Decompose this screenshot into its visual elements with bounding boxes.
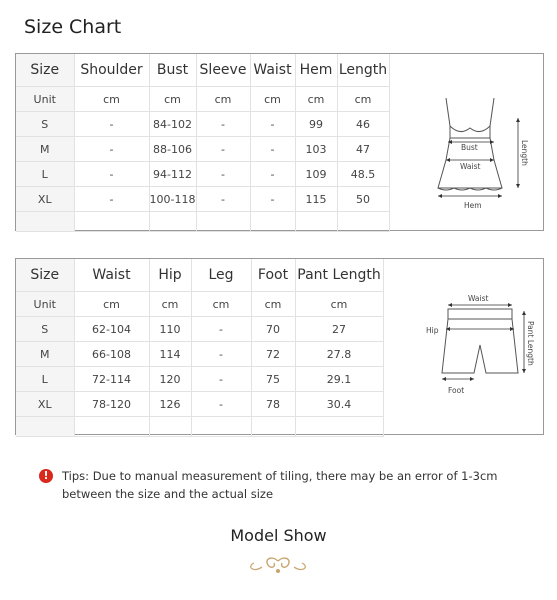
tips-label: Tips: (62, 469, 90, 483)
header-cell: Hip (149, 259, 191, 292)
tips-note (62, 467, 522, 503)
table-cell: 78 (251, 392, 295, 417)
camisole-diagram (424, 88, 544, 218)
table-cell: 29.1 (295, 367, 383, 392)
table-cell: - (250, 187, 295, 212)
exclamation-icon: ! (39, 469, 53, 483)
table-cell: - (196, 137, 250, 162)
table-cell: L (16, 367, 74, 392)
table-cell: - (196, 112, 250, 137)
table-cell: 48.5 (337, 162, 389, 187)
pant-length-label: Pant Length (526, 321, 535, 366)
bust-label: Bust (461, 143, 478, 152)
table-cell: cm (251, 292, 295, 317)
table-cell: 94-112 (149, 162, 196, 187)
table-cell: 27 (295, 317, 383, 342)
table-cell: 72 (251, 342, 295, 367)
table-cell: 78-120 (74, 392, 149, 417)
length-label: Length (520, 140, 529, 166)
waist-label: Waist (468, 294, 489, 303)
table-cell: - (250, 162, 295, 187)
table-row (16, 87, 389, 112)
table-cell: Unit (16, 292, 74, 317)
table-cell: 30.4 (295, 392, 383, 417)
table-row (16, 162, 389, 187)
hem-label: Hem (464, 201, 482, 210)
ornament-divider (50, 553, 507, 583)
bottom-size-panel (15, 258, 544, 435)
table-cell: - (74, 137, 149, 162)
table-row (16, 417, 383, 437)
foot-label: Foot (448, 386, 465, 395)
top-size-panel (15, 53, 544, 231)
table-row (16, 367, 383, 392)
table-cell: - (191, 392, 251, 417)
table-cell: - (250, 112, 295, 137)
table-cell: 110 (149, 317, 191, 342)
table-cell: cm (149, 292, 191, 317)
table-cell: - (74, 187, 149, 212)
header-cell: Waist (74, 259, 149, 292)
table-cell: 75 (251, 367, 295, 392)
table-cell: 100-118 (149, 187, 196, 212)
table-row (16, 342, 383, 367)
top-size-table (16, 54, 390, 232)
table-cell: - (250, 137, 295, 162)
table-row (16, 292, 383, 317)
table-cell: S (16, 112, 74, 137)
table-cell: - (191, 367, 251, 392)
table-cell: 70 (251, 317, 295, 342)
header-cell: Shoulder (74, 54, 149, 87)
table-row (16, 212, 389, 232)
table-cell: 126 (149, 392, 191, 417)
header-cell: Waist (250, 54, 295, 87)
header-cell: Sleeve (196, 54, 250, 87)
table-cell: S (16, 317, 74, 342)
header-cell: Size (16, 259, 74, 292)
table-cell: XL (16, 392, 74, 417)
table-cell: Unit (16, 87, 74, 112)
table-cell: XL (16, 187, 74, 212)
model-show-title: Model Show (230, 526, 327, 545)
table-cell: 62-104 (74, 317, 149, 342)
table-cell: cm (295, 292, 383, 317)
table-cell: cm (191, 292, 251, 317)
table-cell: 47 (337, 137, 389, 162)
table-cell: cm (250, 87, 295, 112)
header-cell: Hem (295, 54, 337, 87)
table-row (16, 317, 383, 342)
table-cell: cm (149, 87, 196, 112)
table-cell: 103 (295, 137, 337, 162)
table-cell: 115 (295, 187, 337, 212)
table-cell: 114 (149, 342, 191, 367)
table-cell: 99 (295, 112, 337, 137)
header-cell: Size (16, 54, 74, 87)
header-cell: Length (337, 54, 389, 87)
table-cell: 72-114 (74, 367, 149, 392)
table-cell: cm (74, 292, 149, 317)
table-cell: 120 (149, 367, 191, 392)
table-row (16, 392, 383, 417)
table-cell: cm (74, 87, 149, 112)
table-cell: M (16, 137, 74, 162)
table-cell: - (191, 317, 251, 342)
table-cell: - (196, 162, 250, 187)
table-cell: 88-106 (149, 137, 196, 162)
tips-text: Due to manual measurement of tiling, there may be an error of 1-3cm between the size and the actual size (62, 469, 498, 501)
table-cell: - (74, 112, 149, 137)
table-row (16, 187, 389, 212)
shorts-diagram (426, 293, 538, 403)
header-cell: Foot (251, 259, 295, 292)
table-cell: - (196, 187, 250, 212)
waist-label: Waist (460, 162, 481, 171)
table-cell: L (16, 162, 74, 187)
header-cell: Leg (191, 259, 251, 292)
hip-label: Hip (426, 326, 439, 335)
table-cell: 50 (337, 187, 389, 212)
table-cell: cm (295, 87, 337, 112)
header-cell: Pant Length (295, 259, 383, 292)
table-cell: - (74, 162, 149, 187)
table-row (16, 137, 389, 162)
table-cell: M (16, 342, 74, 367)
table-cell: 109 (295, 162, 337, 187)
bottom-size-table (16, 259, 384, 437)
table-cell: cm (337, 87, 389, 112)
header-cell: Bust (149, 54, 196, 87)
table-cell: 84-102 (149, 112, 196, 137)
table-cell: 66-108 (74, 342, 149, 367)
table-cell: cm (196, 87, 250, 112)
table-row (16, 112, 389, 137)
table-header-row (16, 259, 383, 292)
table-cell: 46 (337, 112, 389, 137)
table-cell: - (191, 342, 251, 367)
table-cell: 27.8 (295, 342, 383, 367)
table-header-row (16, 54, 389, 87)
size-chart-title: Size Chart (24, 16, 122, 38)
